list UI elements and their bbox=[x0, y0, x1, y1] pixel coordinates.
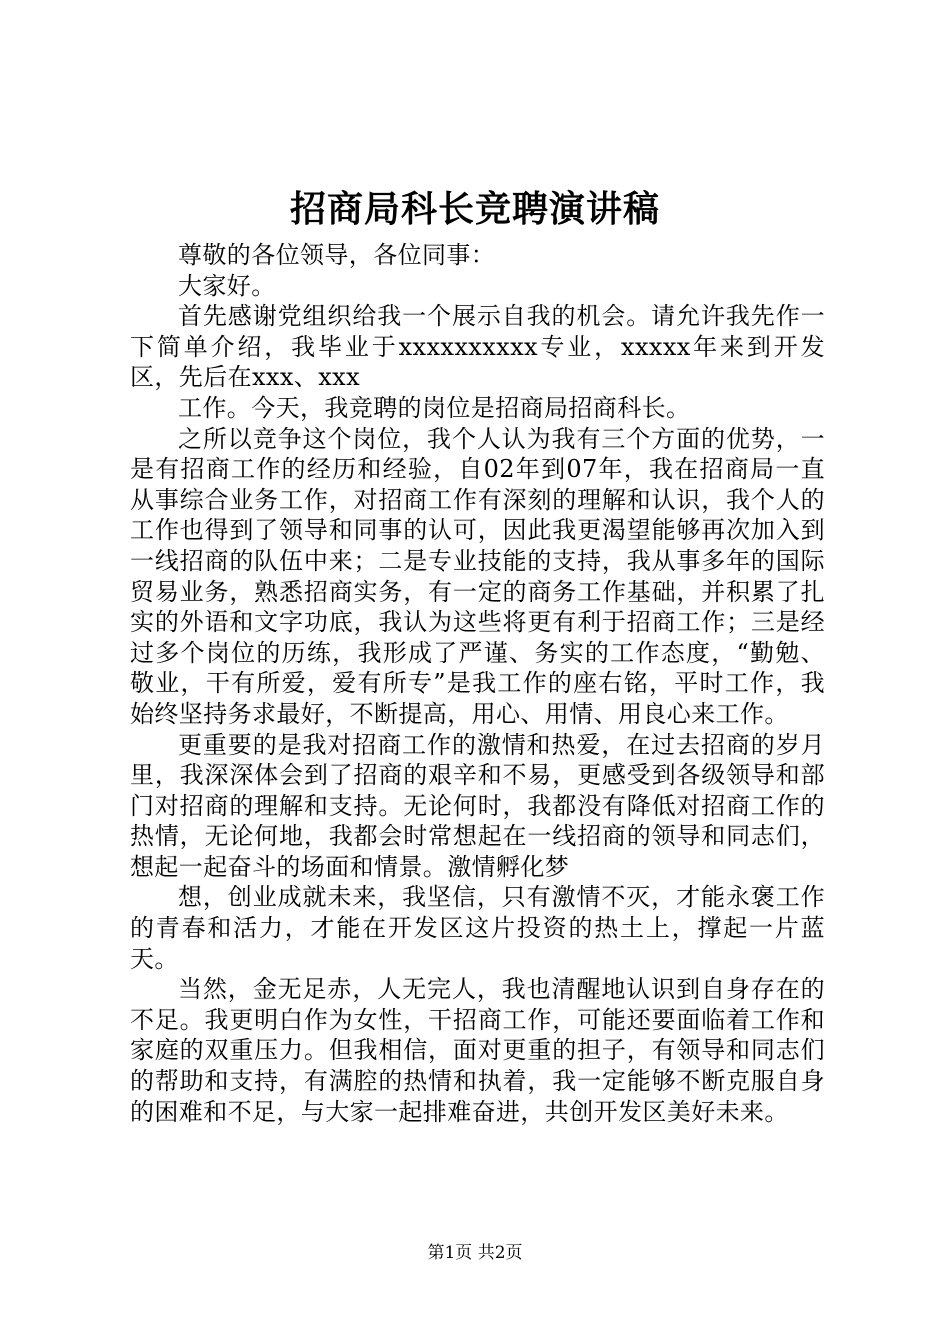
paragraph-passion: 更重要的是我对招商工作的激情和热爱，在过去招商的岁月里，我深深体会到了招商的艰辛和不易，更感受到各级领导和部门对招商的理解和支持。无论何时，我都没有降低对招商工作的热情，无论何地，我都会时常想起在一线招商的领导和同志们，想起一起奋斗的场面和情景。激情孵化梦 bbox=[130, 730, 825, 881]
paragraph-salutation: 尊敬的各位领导，各位同事： bbox=[178, 241, 496, 269]
paragraph-dream: 想，创业成就未来，我坚信，只有激情不灭，才能永褒工作的青春和活力，才能在开发区这片投资的热土上，撑起一片蓝天。 bbox=[130, 883, 825, 973]
paragraph-greeting: 大家好。 bbox=[178, 271, 276, 300]
paragraph-introduction: 首先感谢党组织给我一个展示自我的机会。请允许我先作一下简单介绍，我毕业于xxxxxxxxxx专业，xxxxx年来到开发区，先后在xxx、xxx bbox=[130, 302, 825, 392]
paragraph-conclusion: 当然，金无足赤，人无完人，我也清醒地认识到自身存在的不足。我更明白作为女性，干招商工作，可能还要面临着工作和家庭的双重压力。但我相信，面对更重的担子，有领导和同志们的帮助和支持，有满腔的热情和执着，我一定能够不断克服自身的困难和不足，与大家一起排难奋进，共创开发区美好未来。 bbox=[130, 975, 825, 1126]
document-body bbox=[130, 240, 825, 1127]
document-title: 招商局科长竞聘演讲稿 bbox=[289, 188, 660, 230]
paragraph-position: 工作。今天，我竞聘的岗位是招商局招商科长。 bbox=[178, 393, 691, 422]
page-number-footer: 第1页 共2页 bbox=[427, 1243, 523, 1263]
paragraph-advantages: 之所以竞争这个岗位，我个人认为我有三个方面的优势，一是有招商工作的经历和经验，自02年到07年，我在招商局一直从事综合业务工作，对招商工作有深刻的理解和认识，我个人的工作也得到了领导和同事的认可，因此我更渴望能够再次加入到一线招商的队伍中来；二是专业技能的支持，我从事多年的国际贸易业务，熟悉招商实务，有一定的商务工作基础，并积累了扎实的外语和文字功底，我认为这些将更有利于招商工作；三是经过多个岗位的历练，我形成了严谨、务实的工作态度，“勤勉、敬业，干有所爱，爱有所专”是我工作的座右铭，平时工作，我始终坚持务求最好，不断提高，用心、用情、用良心来工作。 bbox=[130, 424, 825, 728]
